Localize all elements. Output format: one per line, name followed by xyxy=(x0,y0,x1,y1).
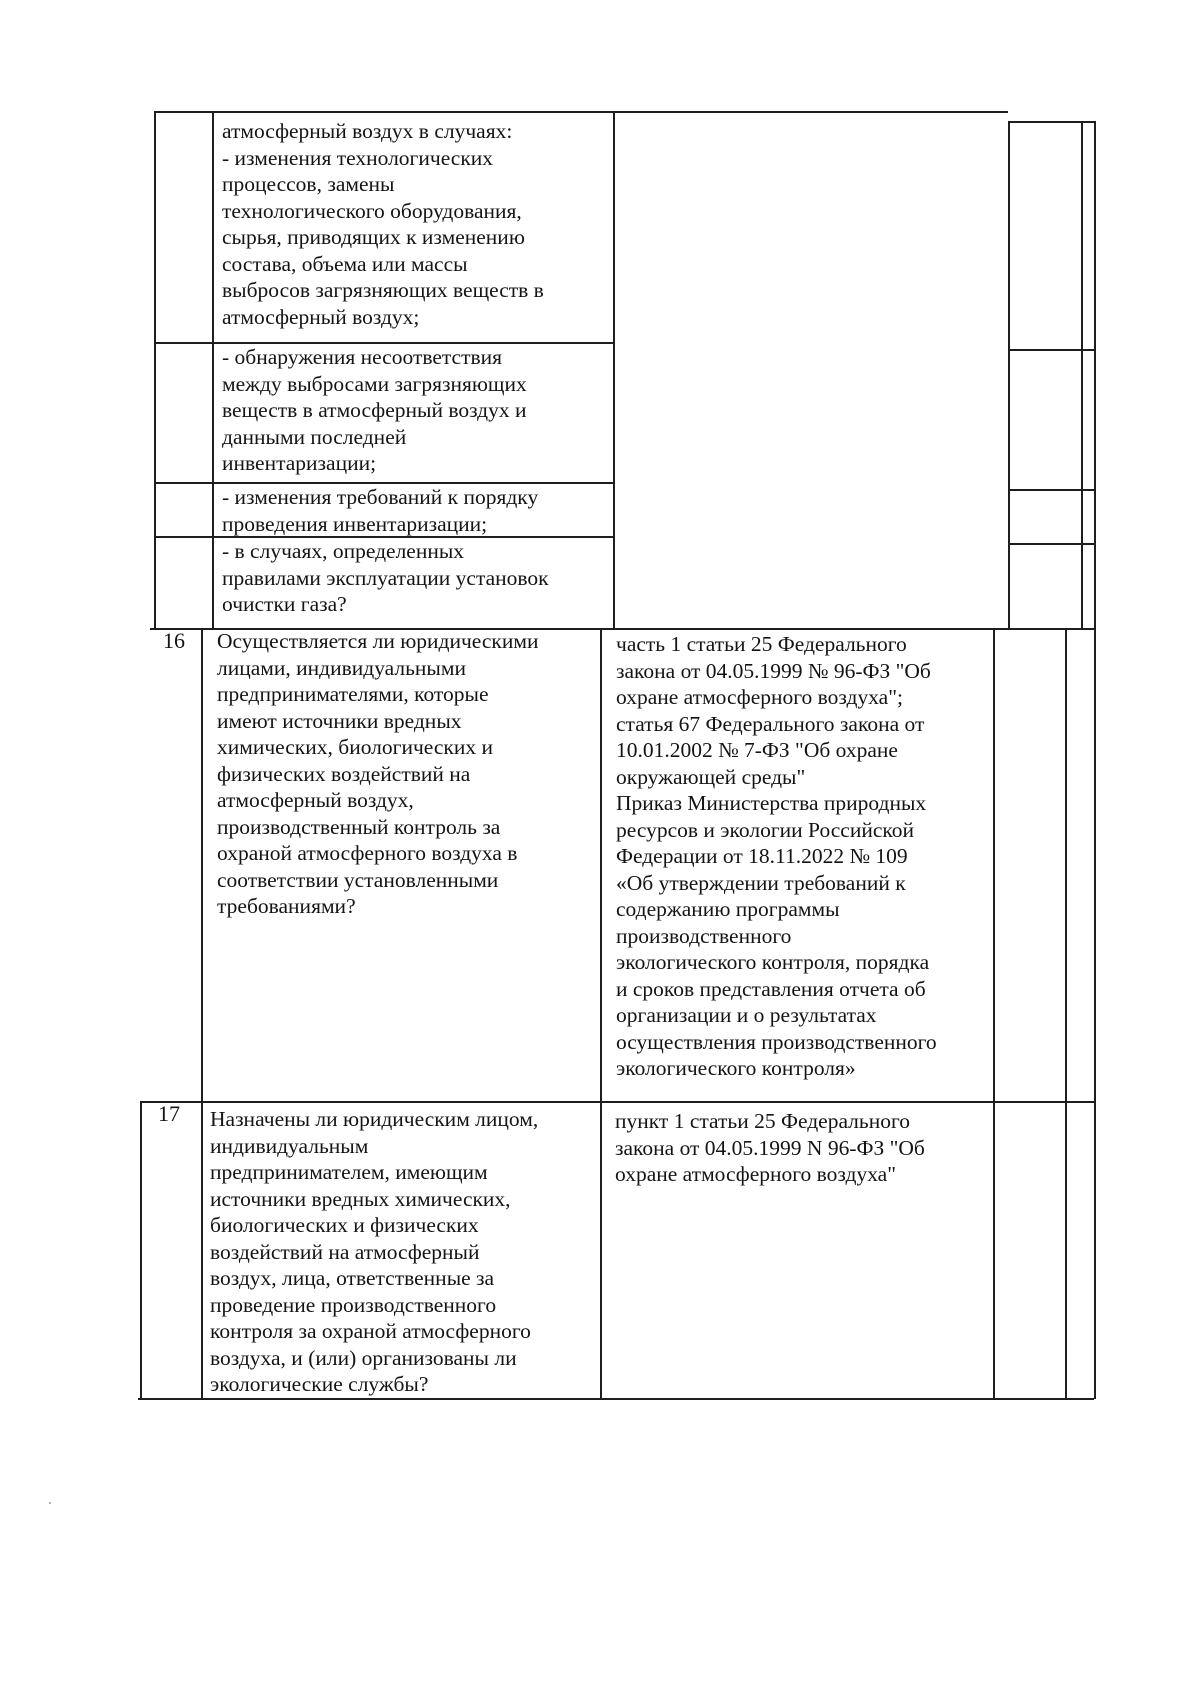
column-border xyxy=(993,628,995,1399)
question-15-intro: атмосферный воздух в случаях: - изменения технологических процессов, замены технологического оборудования, сырья, приводящих к изменению состава, объема или массы выбросов загрязняющих веществ в атмосферный воздух; xyxy=(222,119,544,329)
column-border xyxy=(212,111,214,628)
scan-speck xyxy=(49,1502,51,1504)
column-border xyxy=(600,628,602,1399)
row-17-number: 17 xyxy=(158,1101,180,1126)
column-border xyxy=(140,1101,142,1399)
column-border xyxy=(1081,121,1083,628)
row-17-legal-reference: пункт 1 статьи 25 Федерального закона от 04.05.1999 N 96-ФЗ "Об охране атмосферного воздуха" xyxy=(615,1109,925,1186)
column-border xyxy=(154,111,156,628)
row-16-question: Осуществляется ли юридическими лицами, индивидуальными предпринимателями, которые имеют источники вредных химических, биологических и физических воздействий на атмосферный воздух, производственный контроль за охраной атмосферного воздуха в соответствии установленными требованиями? xyxy=(217,629,539,918)
question-15-item-3: - в случаях, определенных правилами эксплуатации установок очистки газа? xyxy=(222,539,549,616)
table-top-border xyxy=(154,111,1008,113)
row-separator xyxy=(140,1101,1094,1103)
column-border xyxy=(201,628,203,1399)
row-16-legal-reference: часть 1 статьи 25 Федерального закона от 04.05.1999 № 96-ФЗ "Об охране атмосферного воздуха"; статья 67 Федерального закона от 10.01.2002 № 7-ФЗ "Об охране окружающей среды" Приказ Министерства природных ресурсов и экологии Российской Федерации от 18.11.2022 № 109 «Об утверждении требований к содержанию программы производственного экологического контроля, порядка и сроков представления отчета об организации и о результатах осуществления производственного экологического контроля» xyxy=(616,632,937,1080)
column-border xyxy=(1065,628,1067,1399)
question-15-item-1: - обнаружения несоответствия между выбросами загрязняющих веществ в атмосферный воздух и данными последней инвентаризации; xyxy=(222,345,527,475)
table-bottom-border xyxy=(138,1398,1094,1400)
row-17-question: Назначены ли юридическим лицом, индивидуальным предпринимателем, имеющим источники вредных химических, биологических и физических воздействий на атмосферный воздух, лица, ответственные за проведение производственного контроля за охраной атмосферного воздуха, и (или) организованы ли экологические службы? xyxy=(210,1107,539,1396)
row-16-number: 16 xyxy=(163,628,185,653)
table-right-border xyxy=(1094,121,1096,1399)
column-border xyxy=(613,111,615,628)
column-border xyxy=(1008,121,1010,628)
question-15-item-2: - изменения требований к порядку проведения инвентаризации; xyxy=(222,485,539,536)
